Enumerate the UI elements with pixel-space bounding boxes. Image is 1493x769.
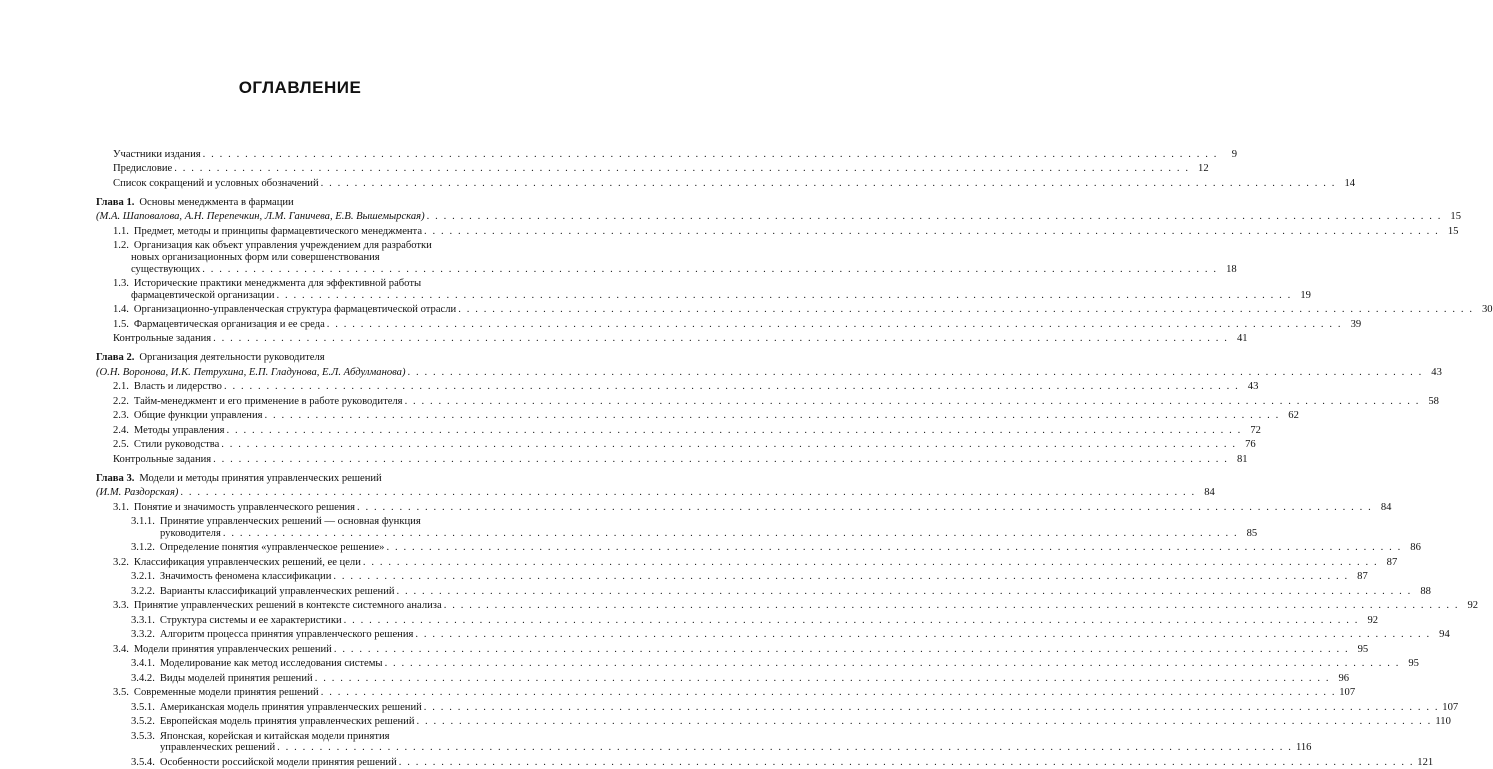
- entry-title: Виды моделей принятия решений: [159, 673, 313, 684]
- entry-title: Определение понятия «управленческое решение»: [159, 542, 385, 553]
- entry-title: Варианты классификаций управленческих решений: [159, 586, 395, 597]
- dot-leader: . . . . . . . . . . . . . . . . . . . . . . . . . . . . . . . . . . . . . . . . . . . . . . . . . . . . . . . . . . . . . . . . . . . . . . . . . . . . . . . . . . . . . . . . . . . . . . . . . . . . . . . . . . . . . . . . . . . . . . . .: [222, 528, 1239, 539]
- toc-entry: [0, 614, 1379, 627]
- entry-number: 1.4.: [113, 304, 129, 315]
- entry-title: Принятие управленческих решений — основная функция: [159, 516, 421, 527]
- toc-entry: [0, 527, 1258, 540]
- page-number: 9: [1231, 149, 1238, 160]
- entry-title: Участники издания: [113, 149, 201, 160]
- dot-leader: . . . . . . . . . . . . . . . . . . . . . . . . . . . . . . . . . . . . . . . . . . . . . . . . . . . . . . . . . . . . . . . . . . . . . . . . . . . . . . . . . . . . . . . . . . . . . . . . . . . . . . . . . . . . . . . . . . . . . . . .: [333, 571, 1349, 582]
- dot-leader: . . . . . . . . . . . . . . . . . . . . . . . . . . . . . . . . . . . . . . . . . . . . . . . . . . . . . . . . . . . . . . . . . . . . . . . . . . . . . . . . . . . . . . . . . . . . . . . . . . . . . . . . . . . . . . . . . . . . . . . .: [213, 333, 1229, 344]
- entry-title: Тайм-менеджмент и его применение в работе руководителя: [133, 396, 403, 407]
- entry-number: 3.2.2.: [131, 586, 155, 597]
- page-number: 15: [1450, 211, 1461, 222]
- toc-entry: [0, 318, 1362, 331]
- dot-leader: . . . . . . . . . . . . . . . . . . . . . . . . . . . . . . . . . . . . . . . . . . . . . . . . . . . . . . . . . . . . . . . . . . . . . . . . . . . . . . . . . . . . . . . . . . . . . . . . . . . . . . . . . . . . . . . . . . . . . . . .: [202, 149, 1219, 160]
- entry-number: Глава 1.: [96, 197, 135, 208]
- entry-title: Контрольные задания: [113, 454, 212, 465]
- entry-title: Европейская модель принятия управленческих решений: [159, 716, 415, 727]
- dot-leader: . . . . . . . . . . . . . . . . . . . . . . . . . . . . . . . . . . . . . . . . . . . . . . . . . . . . . . . . . . . . . . . . . . . . . . . . . . . . . . . . . . . . . . . . . . . . . . . . . . . . . . . . . . . . . . . . . . . . . . . .: [398, 757, 1415, 768]
- page-number: 72: [1250, 425, 1261, 436]
- toc-entry: [0, 541, 1421, 554]
- page-number: 110: [1435, 716, 1451, 727]
- page-number: 116: [1295, 742, 1312, 753]
- entry-number: 1.1.: [113, 226, 129, 237]
- entry-title: Особенности российской модели принятия решений: [159, 757, 397, 768]
- page-number: 107: [1339, 687, 1356, 698]
- page-number: 43: [1247, 381, 1259, 392]
- page-number: 84: [1380, 502, 1392, 513]
- entry-title: Предисловие: [113, 163, 173, 174]
- toc-entry: [0, 210, 1461, 223]
- toc-entry: [0, 701, 1459, 714]
- dot-leader: . . . . . . . . . . . . . . . . . . . . . . . . . . . . . . . . . . . . . . . . . . . . . . . . . . . . . . . . . . . . . . . . . . . . . . . . . . . . . . . . . . . . . . . . . . . . . . . . . . . . . . . . . . . . . . . . . . . . . . . .: [213, 454, 1229, 465]
- dot-leader: . . . . . . . . . . . . . . . . . . . . . . . . . . . . . . . . . . . . . . . . . . . . . . . . . . . . . . . . . . . . . . . . . . . . . . . . . . . . . . . . . . . . . . . . . . . . . . . . . . . . . . . . . . . . . . . . . . . . . . . .: [202, 264, 1218, 275]
- dot-leader: . . . . . . . . . . . . . . . . . . . . . . . . . . . . . . . . . . . . . . . . . . . . . . . . . . . . . . . . . . . . . . . . . . . . . . . . . . . . . . . . . . . . . . . . . . . . . . . . . . . . . . . . . . . . . . . . . . . . . . . .: [415, 629, 1431, 640]
- entry-number: 1.3.: [113, 278, 129, 289]
- entry-number: 3.5.4.: [131, 757, 155, 768]
- entry-title: фармацевтической организации: [131, 290, 275, 301]
- dot-leader: . . . . . . . . . . . . . . . . . . . . . . . . . . . . . . . . . . . . . . . . . . . . . . . . . . . . . . . . . . . . . . . . . . . . . . . . . . . . . . . . . . . . . . . . . . . . . . . . . . . . . . . . . . . . . . . . . . . . . . . .: [404, 396, 1420, 407]
- dot-leader: . . . . . . . . . . . . . . . . . . . . . . . . . . . . . . . . . . . . . . . . . . . . . . . . . . . . . . . . . . . . . . . . . . . . . . . . . . . . . . . . . . . . . . . . . . . . . . . . . . . . . . . . . . . . . . . . . . . . . . . .: [221, 439, 1237, 450]
- toc-entry: [0, 756, 1434, 769]
- entry-number: 3.1.2.: [131, 542, 155, 553]
- entry-number: 3.1.1.: [131, 516, 155, 527]
- entry-number: 3.5.2.: [131, 716, 155, 727]
- entry-title: Японская, корейская и китайская модели принятия: [159, 731, 390, 742]
- page-title: ОГЛАВЛЕНИЕ: [238, 78, 362, 97]
- dot-leader: . . . . . . . . . . . . . . . . . . . . . . . . . . . . . . . . . . . . . . . . . . . . . . . . . . . . . . . . . . . . . . . . . . . . . . . . . . . . . . . . . . . . . . . . . . . . . . . . . . . . . . . . . . . . . . . . . . . . . . . .: [333, 644, 1350, 655]
- dot-leader: . . . . . . . . . . . . . . . . . . . . . . . . . . . . . . . . . . . . . . . . . . . . . . . . . . . . . . . . . . . . . . . . . . . . . . . . . . . . . . . . . . . . . . . . . . . . . . . . . . . . . . . . . . . . . . . . . . . . . . . .: [223, 381, 1240, 392]
- entry-title: Исторические практики менеджмента для эффективной работы: [133, 278, 422, 289]
- dot-leader: . . . . . . . . . . . . . . . . . . . . . . . . . . . . . . . . . . . . . . . . . . . . . . . . . . . . . . . . . . . . . . . . . . . . . . . . . . . . . . . . . . . . . . . . . . . . . . . . . . . . . . . . . . . . . . . . . . . . . . . .: [264, 410, 1280, 421]
- entry-title: Модели и методы принятия управленческих решений: [139, 473, 382, 484]
- entry-title: Предмет, методы и принципы фармацевтического менеджмента: [133, 226, 423, 237]
- toc-entry: [0, 148, 1238, 161]
- page-number: 18: [1226, 264, 1237, 275]
- page-number: 81: [1236, 454, 1248, 465]
- entry-title: Классификация управленческих решений, ее цели: [133, 557, 361, 568]
- dot-leader: . . . . . . . . . . . . . . . . . . . . . . . . . . . . . . . . . . . . . . . . . . . . . . . . . . . . . . . . . . . . . . . . . . . . . . . . . . . . . . . . . . . . . . . . . . . . . . . . . . . . . . . . . . . . . . . . . . . . . . . .: [384, 658, 1400, 669]
- dot-leader: . . . . . . . . . . . . . . . . . . . . . . . . . . . . . . . . . . . . . . . . . . . . . . . . . . . . . . . . . . . . . . . . . . . . . . . . . . . . . . . . . . . . . . . . . . . . . . . . . . . . . . . . . . . . . . . . . . . . . . . .: [174, 163, 1190, 174]
- entry-number: Глава 2.: [96, 352, 135, 363]
- toc-entry: [0, 453, 1248, 466]
- page-number: 107: [1442, 702, 1459, 713]
- entry-number: 3.1.: [113, 502, 129, 513]
- page-number: 76: [1245, 439, 1256, 450]
- entry-number: 3.3.1.: [131, 615, 155, 626]
- entry-title: Общие функции управления: [133, 410, 263, 421]
- entry-title: руководителя: [160, 528, 221, 539]
- entry-title: Принятие управленческих решений в контексте системного анализа: [133, 600, 442, 611]
- dot-leader: . . . . . . . . . . . . . . . . . . . . . . . . . . . . . . . . . . . . . . . . . . . . . . . . . . . . . . . . . . . . . . . . . . . . . . . . . . . . . . . . . . . . . . . . . . . . . . . . . . . . . . . . . . . . . . . . . . . . . . . .: [423, 702, 1440, 713]
- toc-entry: [0, 686, 1356, 699]
- page-number: 15: [1447, 226, 1459, 237]
- dot-leader: . . . . . . . . . . . . . . . . . . . . . . . . . . . . . . . . . . . . . . . . . . . . . . . . . . . . . . . . . . . . . . . . . . . . . . . . . . . . . . . . . . . . . . . . . . . . . . . . . . . . . . . . . . . . . . . . . . . . . . . .: [424, 226, 1440, 237]
- toc-entry: [0, 332, 1248, 345]
- authors-line: (О.Н. Воронова, И.К. Петрухина, Е.П. Гладунова, Е.Л. Абдулманова): [96, 367, 406, 378]
- dot-leader: . . . . . . . . . . . . . . . . . . . . . . . . . . . . . . . . . . . . . . . . . . . . . . . . . . . . . . . . . . . . . . . . . . . . . . . . . . . . . . . . . . . . . . . . . . . . . . . . . . . . . . . . . . . . . . . . . . . . . . . .: [386, 542, 1402, 553]
- page-number: 87: [1386, 557, 1398, 568]
- toc-entry: [0, 424, 1261, 437]
- entry-title: Моделирование как метод исследования системы: [159, 658, 383, 669]
- entry-number: 3.3.2.: [131, 629, 155, 640]
- toc-entry: [0, 395, 1439, 408]
- entry-title: Контрольные задания: [113, 333, 212, 344]
- entry-title: существующих: [131, 264, 201, 275]
- entry-number: 3.5.3.: [131, 731, 155, 742]
- dot-leader: . . . . . . . . . . . . . . . . . . . . . . . . . . . . . . . . . . . . . . . . . . . . . . . . . . . . . . . . . . . . . . . . . . . . . . . . . . . . . . . . . . . . . . . . . . . . . . . . . . . . . . . . . . . . . . . . . . . . . . . .: [226, 425, 1242, 436]
- toc-entry: [0, 438, 1256, 451]
- dot-leader: . . . . . . . . . . . . . . . . . . . . . . . . . . . . . . . . . . . . . . . . . . . . . . . . . . . . . . . . . . . . . . . . . . . . . . . . . . . . . . . . . . . . . . . . . . . . . . . . . . . . . . . . . . . . . . . . . . . . . . . .: [320, 178, 1337, 189]
- toc-entry: [0, 556, 1398, 569]
- page-number: 96: [1338, 673, 1350, 684]
- page-number: 85: [1246, 528, 1258, 539]
- entry-title: Основы менеджмента в фармации: [139, 197, 294, 208]
- entry-number: 3.3.: [113, 600, 129, 611]
- dot-leader: . . . . . . . . . . . . . . . . . . . . . . . . . . . . . . . . . . . . . . . . . . . . . . . . . . . . . . . . . . . . . . . . . . . . . . . . . . . . . . . . . . . . . . . . . . . . . . . . . . . . . . . . . . . . . . . . . . . . . . . .: [407, 367, 1423, 378]
- page-number: 14: [1344, 178, 1356, 189]
- page-number: 19: [1300, 290, 1311, 301]
- toc-entry: [0, 715, 1451, 728]
- entry-title: Власть и лидерство: [133, 381, 222, 392]
- toc-entry: [0, 585, 1431, 598]
- entry-number: 2.3.: [113, 410, 129, 421]
- chapter-heading: [0, 196, 607, 209]
- page-number: 88: [1420, 586, 1431, 597]
- entry-title: Методы управления: [133, 425, 225, 436]
- entry-number: 3.5.: [113, 687, 129, 698]
- entry-title: управленческих решений: [160, 742, 276, 753]
- page-number: 95: [1357, 644, 1369, 655]
- entry-title: Модели принятия управленческих решений: [133, 644, 332, 655]
- entry-title: Значимость феномена классификации: [159, 571, 332, 582]
- toc-entry: [0, 289, 1311, 302]
- entry-number: 3.2.1.: [131, 571, 155, 582]
- page-number: 30: [1481, 304, 1493, 315]
- dot-leader: . . . . . . . . . . . . . . . . . . . . . . . . . . . . . . . . . . . . . . . . . . . . . . . . . . . . . . . . . . . . . . . . . . . . . . . . . . . . . . . . . . . . . . . . . . . . . . . . . . . . . . . . . . . . . . . . . . . . . . . .: [277, 742, 1293, 753]
- entry-title: Алгоритм процесса принятия управленческого решения: [159, 629, 414, 640]
- entry-number: 3.4.1.: [131, 658, 155, 669]
- toc-entry: [0, 263, 1237, 276]
- toc-entry: [0, 303, 1493, 316]
- page-number: 43: [1431, 367, 1442, 378]
- dot-leader: . . . . . . . . . . . . . . . . . . . . . . . . . . . . . . . . . . . . . . . . . . . . . . . . . . . . . . . . . . . . . . . . . . . . . . . . . . . . . . . . . . . . . . . . . . . . . . . . . . . . . . . . . . . . . . . . . . . . . . . .: [343, 615, 1360, 626]
- entry-number: 3.5.1.: [131, 702, 155, 713]
- entry-number: 2.4.: [113, 425, 129, 436]
- toc-entry: [0, 570, 1368, 583]
- dot-leader: . . . . . . . . . . . . . . . . . . . . . . . . . . . . . . . . . . . . . . . . . . . . . . . . . . . . . . . . . . . . . . . . . . . . . . . . . . . . . . . . . . . . . . . . . . . . . . . . . . . . . . . . . . . . . . . . . . . . . . . .: [426, 211, 1442, 222]
- dot-leader: . . . . . . . . . . . . . . . . . . . . . . . . . . . . . . . . . . . . . . . . . . . . . . . . . . . . . . . . . . . . . . . . . . . . . . . . . . . . . . . . . . . . . . . . . . . . . . . . . . . . . . . . . . . . . . . . . . . . . . . .: [326, 319, 1343, 330]
- dot-leader: . . . . . . . . . . . . . . . . . . . . . . . . . . . . . . . . . . . . . . . . . . . . . . . . . . . . . . . . . . . . . . . . . . . . . . . . . . . . . . . . . . . . . . . . . . . . . . . . . . . . . . . . . . . . . . . . . . . . . . . .: [396, 586, 1412, 597]
- toc-entry: [0, 486, 1215, 499]
- entry-number: 2.1.: [113, 381, 129, 392]
- dot-leader: . . . . . . . . . . . . . . . . . . . . . . . . . . . . . . . . . . . . . . . . . . . . . . . . . . . . . . . . . . . . . . . . . . . . . . . . . . . . . . . . . . . . . . . . . . . . . . . . . . . . . . . . . . . . . . . . . . . . . . . .: [320, 687, 1337, 698]
- chapter-heading: [0, 472, 607, 485]
- entry-title: Стили руководства: [133, 439, 220, 450]
- entry-title: Фармацевтическая организация и ее среда: [133, 319, 325, 330]
- entry-number: 1.5.: [113, 319, 129, 330]
- entry-title: Организация деятельности руководителя: [139, 352, 325, 363]
- dot-leader: . . . . . . . . . . . . . . . . . . . . . . . . . . . . . . . . . . . . . . . . . . . . . . . . . . . . . . . . . . . . . . . . . . . . . . . . . . . . . . . . . . . . . . . . . . . . . . . . . . . . . . . . . . . . . . . . . . . . . . . .: [314, 673, 1331, 684]
- page-number: 41: [1236, 333, 1248, 344]
- toc-entry: [0, 366, 1442, 379]
- entry-title: Американская модель принятия управленческих решений: [159, 702, 422, 713]
- page-number: 62: [1288, 410, 1299, 421]
- entry-title: Структура системы и ее характеристики: [159, 615, 342, 626]
- entry-number: 3.4.2.: [131, 673, 155, 684]
- toc-entry: [0, 409, 1299, 422]
- dot-leader: . . . . . . . . . . . . . . . . . . . . . . . . . . . . . . . . . . . . . . . . . . . . . . . . . . . . . . . . . . . . . . . . . . . . . . . . . . . . . . . . . . . . . . . . . . . . . . . . . . . . . . . . . . . . . . . . . . . . . . . .: [458, 304, 1474, 315]
- page-number: 84: [1204, 487, 1215, 498]
- toc-entry: [0, 599, 1479, 612]
- toc-entry: [0, 741, 1312, 754]
- page-number: 92: [1367, 615, 1379, 626]
- toc-entry: [0, 643, 1369, 656]
- dot-leader: . . . . . . . . . . . . . . . . . . . . . . . . . . . . . . . . . . . . . . . . . . . . . . . . . . . . . . . . . . . . . . . . . . . . . . . . . . . . . . . . . . . . . . . . . . . . . . . . . . . . . . . . . . . . . . . . . . . . . . . .: [362, 557, 1379, 568]
- entry-number: 3.4.: [113, 644, 129, 655]
- dot-leader: . . . . . . . . . . . . . . . . . . . . . . . . . . . . . . . . . . . . . . . . . . . . . . . . . . . . . . . . . . . . . . . . . . . . . . . . . . . . . . . . . . . . . . . . . . . . . . . . . . . . . . . . . . . . . . . . . . . . . . . .: [357, 502, 1373, 513]
- dot-leader: . . . . . . . . . . . . . . . . . . . . . . . . . . . . . . . . . . . . . . . . . . . . . . . . . . . . . . . . . . . . . . . . . . . . . . . . . . . . . . . . . . . . . . . . . . . . . . . . . . . . . . . . . . . . . . . . . . . . . . . .: [443, 600, 1460, 611]
- toc-entry: [0, 225, 1459, 238]
- page-number: 39: [1350, 319, 1362, 330]
- entry-title: Понятие и значимость управленческого решения: [133, 502, 356, 513]
- toc-entry: [0, 177, 1356, 190]
- entry-title: Организационно-управленческая структура фармацевтической отрасли: [133, 304, 457, 315]
- entry-number: 2.2.: [113, 396, 129, 407]
- entry-number: 1.2.: [113, 240, 129, 251]
- page-number: 121: [1417, 757, 1434, 768]
- toc-entry: [0, 162, 1209, 175]
- entry-title: новых организационных форм или совершенствования: [131, 252, 380, 263]
- page-number: 92: [1467, 600, 1479, 611]
- entry-title: Организация как объект управления учреждением для разработки: [133, 240, 432, 251]
- dot-leader: . . . . . . . . . . . . . . . . . . . . . . . . . . . . . . . . . . . . . . . . . . . . . . . . . . . . . . . . . . . . . . . . . . . . . . . . . . . . . . . . . . . . . . . . . . . . . . . . . . . . . . . . . . . . . . . . . . . . . . . .: [180, 487, 1196, 498]
- toc-entry: [0, 380, 1259, 393]
- page-number: 58: [1428, 396, 1439, 407]
- chapter-heading: [0, 351, 607, 364]
- entry-title: Список сокращений и условных обозначений: [113, 178, 319, 189]
- toc-entry: [0, 501, 1392, 514]
- entry-title: Современные модели принятия решений: [133, 687, 319, 698]
- toc-entry: [0, 628, 1450, 641]
- page-number: 94: [1439, 629, 1450, 640]
- page-number: 95: [1408, 658, 1419, 669]
- authors-line: (М.А. Шаповалова, А.Н. Перепечкин, Л.М. Ганичева, Е.В. Вышемырская): [96, 211, 425, 222]
- entry-number: Глава 3.: [96, 473, 135, 484]
- page-number: 86: [1410, 542, 1421, 553]
- authors-line: (И.М. Раздорская): [96, 487, 179, 498]
- entry-number: 2.5.: [113, 439, 129, 450]
- toc-entry: [0, 657, 1419, 670]
- dot-leader: . . . . . . . . . . . . . . . . . . . . . . . . . . . . . . . . . . . . . . . . . . . . . . . . . . . . . . . . . . . . . . . . . . . . . . . . . . . . . . . . . . . . . . . . . . . . . . . . . . . . . . . . . . . . . . . . . . . . . . . .: [416, 716, 1432, 727]
- toc-entry: [0, 672, 1350, 685]
- page-number: 12: [1198, 163, 1209, 174]
- entry-number: 3.2.: [113, 557, 129, 568]
- dot-leader: . . . . . . . . . . . . . . . . . . . . . . . . . . . . . . . . . . . . . . . . . . . . . . . . . . . . . . . . . . . . . . . . . . . . . . . . . . . . . . . . . . . . . . . . . . . . . . . . . . . . . . . . . . . . . . . . . . . . . . . .: [276, 290, 1292, 301]
- page-number: 87: [1357, 571, 1368, 582]
